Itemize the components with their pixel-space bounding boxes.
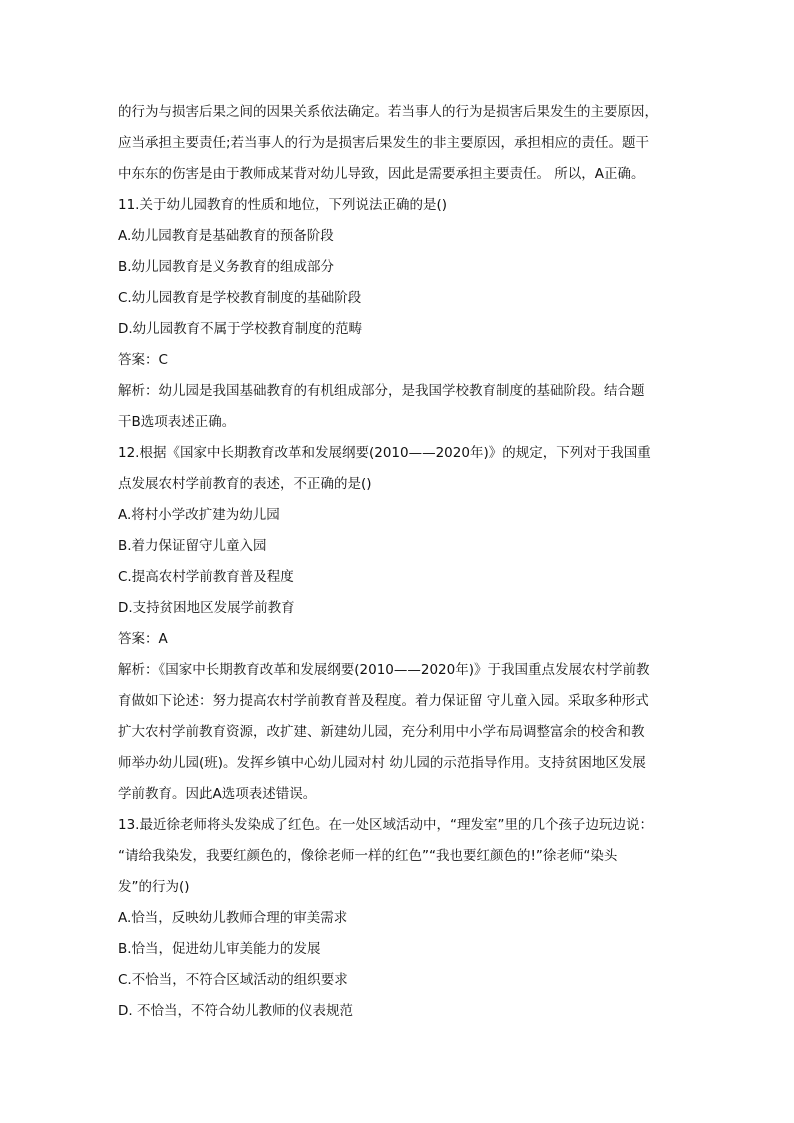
text-line: C.提高农村学前教育普及程度 bbox=[118, 569, 294, 585]
text-line: A.幼儿园教育是基础教育的预备阶段 bbox=[118, 228, 334, 244]
text-line: D. 不恰当，不符合幼儿教师的仪表规范 bbox=[118, 1003, 353, 1019]
text-line: 中东东的伤害是由于教师成某背对幼儿导致，因此是需要承担主要责任。 所以，A正确。 bbox=[118, 166, 645, 182]
text-line: D.支持贫困地区发展学前教育 bbox=[118, 600, 295, 616]
text-line: B.着力保证留守儿童入园 bbox=[118, 538, 267, 554]
text-line: 11.关于幼儿园教育的性质和地位，下列说法正确的是() bbox=[118, 197, 448, 213]
text-line: B.恰当，促进幼儿审美能力的发展 bbox=[118, 941, 321, 957]
text-line: 干B选项表述正确。 bbox=[118, 414, 236, 430]
text-line: A.将村小学改扩建为幼儿园 bbox=[118, 507, 280, 523]
text-line: C.不恰当，不符合区域活动的组织要求 bbox=[118, 972, 348, 988]
text-line: 13.最近徐老师将头发染成了红色。在一处区域活动中，“理发室”里的几个孩子边玩边说： bbox=[118, 817, 653, 833]
text-line: 扩大农村学前教育资源，改扩建、新建幼儿园，充分利用中小学布局调整富余的校舍和教 bbox=[118, 724, 645, 740]
text-line: 育做如下论述：努力提高农村学前教育普及程度。着力保证留 守儿童入园。采取多种形式 bbox=[118, 693, 649, 709]
text-line: 解析：《国家中长期教育改革和发展纲要(2010——2020年)》于我国重点发展农村学前教 bbox=[118, 662, 650, 678]
text-line: D.幼儿园教育不属于学校教育制度的范畴 bbox=[118, 321, 363, 337]
text-line: 点发展农村学前教育的表述，不正确的是() bbox=[118, 476, 372, 492]
text-line: 发”的行为() bbox=[118, 879, 190, 895]
text-line: 答案：C bbox=[118, 352, 168, 368]
text-line: 解析：幼儿园是我国基础教育的有机组成部分，是我国学校教育制度的基础阶段。结合题 bbox=[118, 383, 645, 399]
text-line: B.幼儿园教育是义务教育的组成部分 bbox=[118, 259, 335, 275]
text-line: 学前教育。因此A选项表述错误。 bbox=[118, 786, 317, 802]
text-line: C.幼儿园教育是学校教育制度的基础阶段 bbox=[118, 290, 362, 306]
text-line: 师举办幼儿园(班)。发挥乡镇中心幼儿园对村 幼儿园的示范指导作用。支持贫困地区发展 bbox=[118, 755, 646, 771]
text-line: A.恰当，反映幼儿教师合理的审美需求 bbox=[118, 910, 348, 926]
text-line: 答案：A bbox=[118, 631, 168, 647]
text-line: 12.根据《国家中长期教育改革和发展纲要(2010——2020年)》的规定，下列对于我国重 bbox=[118, 445, 651, 461]
text-line: 应当承担主要责任;若当事人的行为是损害后果发生的非主要原因，承担相应的责任。题干 bbox=[118, 135, 650, 151]
document-page bbox=[118, 97, 688, 1027]
text-line: “请给我染发，我要红颜色的，像徐老师一样的红色”“我也要红颜色的!”徐老师“染头 bbox=[118, 848, 618, 864]
text-line: 的行为与损害后果之间的因果关系依法确定。若当事人的行为是损害后果发生的主要原因， bbox=[118, 104, 658, 120]
